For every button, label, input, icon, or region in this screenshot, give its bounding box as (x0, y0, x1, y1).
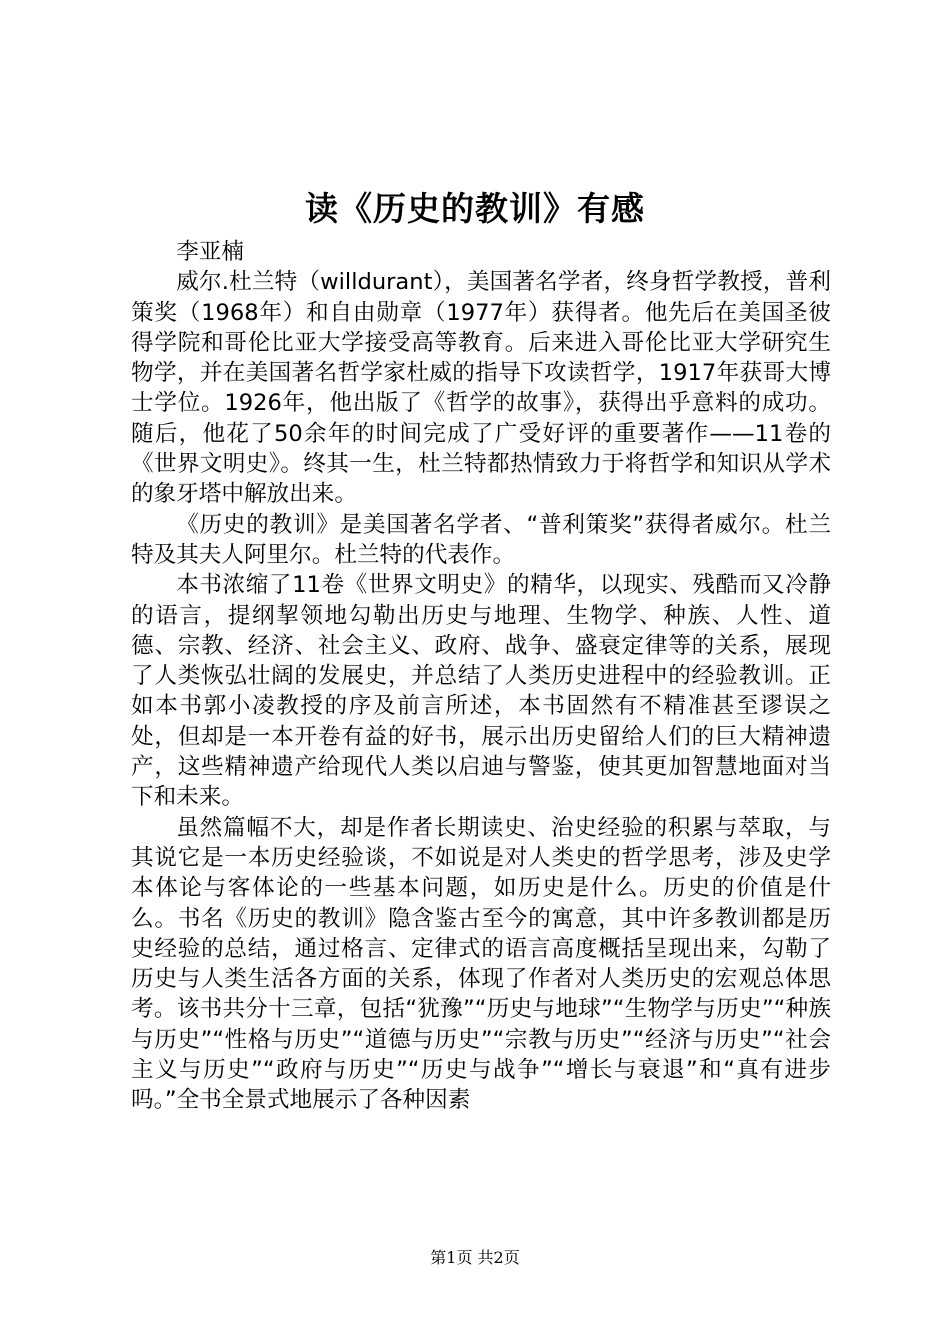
author-line: 李亚楠 (176, 239, 244, 265)
paragraph: 《历史的教训》是美国著名学者、“普利策奖”获得者威尔。杜兰特及其夫人阿里尔。杜兰特的代表作。 (131, 511, 831, 568)
document-body (131, 237, 831, 1116)
page-footer: 第1页 共2页 (430, 1248, 520, 1267)
paragraph: 本书浓缩了11卷《世界文明史》的精华，以现实、残酷而又冷静的语言，提纲挈领地勾勒出历史与地理、生物学、种族、人性、道德、宗教、经济、社会主义、政府、战争、盛衰定律等的关系，展现了人类恢弘壮阔的发展史，并总结了人类历史进程中的经验教训。正如本书郭小凌教授的序及前言所述，本书固然有不精准甚至谬误之处，但却是一本开卷有益的好书，展示出历史留给人们的巨大精神遗产，这些精神遗产给现代人类以启迪与警鉴，使其更加智慧地面对当下和未来。 (131, 572, 831, 811)
paragraph: 威尔.杜兰特（willdurant），美国著名学者，终身哲学教授，普利策奖（1968年）和自由勋章（1977年）获得者。他先后在美国圣彼得学院和哥伦比亚大学接受高等教育。后来进入哥伦比亚大学研究生物学，并在美国著名哲学家杜威的指导下攻读哲学，1917年获哥大博士学位。1926年，他出版了《哲学的故事》，获得出乎意料的成功。随后，他花了50余年的时间完成了广受好评的重要著作——11卷的《世界文明史》。终其一生，杜兰特都热情致力于将哲学和知识从学术的象牙塔中解放出来。 (131, 269, 831, 508)
paragraph: 虽然篇幅不大，却是作者长期读史、治史经验的积累与萃取，与其说它是一本历史经验谈，不如说是对人类史的哲学思考，涉及史学本体论与客体论的一些基本问题，如历史是什么。历史的价值是什么。书名《历史的教训》隐含鉴古至今的寓意，其中许多教训都是历史经验的总结，通过格言、定律式的语言高度概括呈现出来，勾勒了历史与人类生活各方面的关系，体现了作者对人类历史的宏观总体思考。该书共分十三章，包括“犹豫”“历史与地球”“生物学与历史”“种族与历史”“性格与历史”“道德与历史”“宗教与历史”“经济与历史”“社会主义与历史”“政府与历史”“历史与战争”“增长与衰退”和“真有进步吗。”全书全景式地展示了各种因素 (131, 814, 831, 1114)
document-title: 读《历史的教训》有感 (305, 189, 645, 228)
